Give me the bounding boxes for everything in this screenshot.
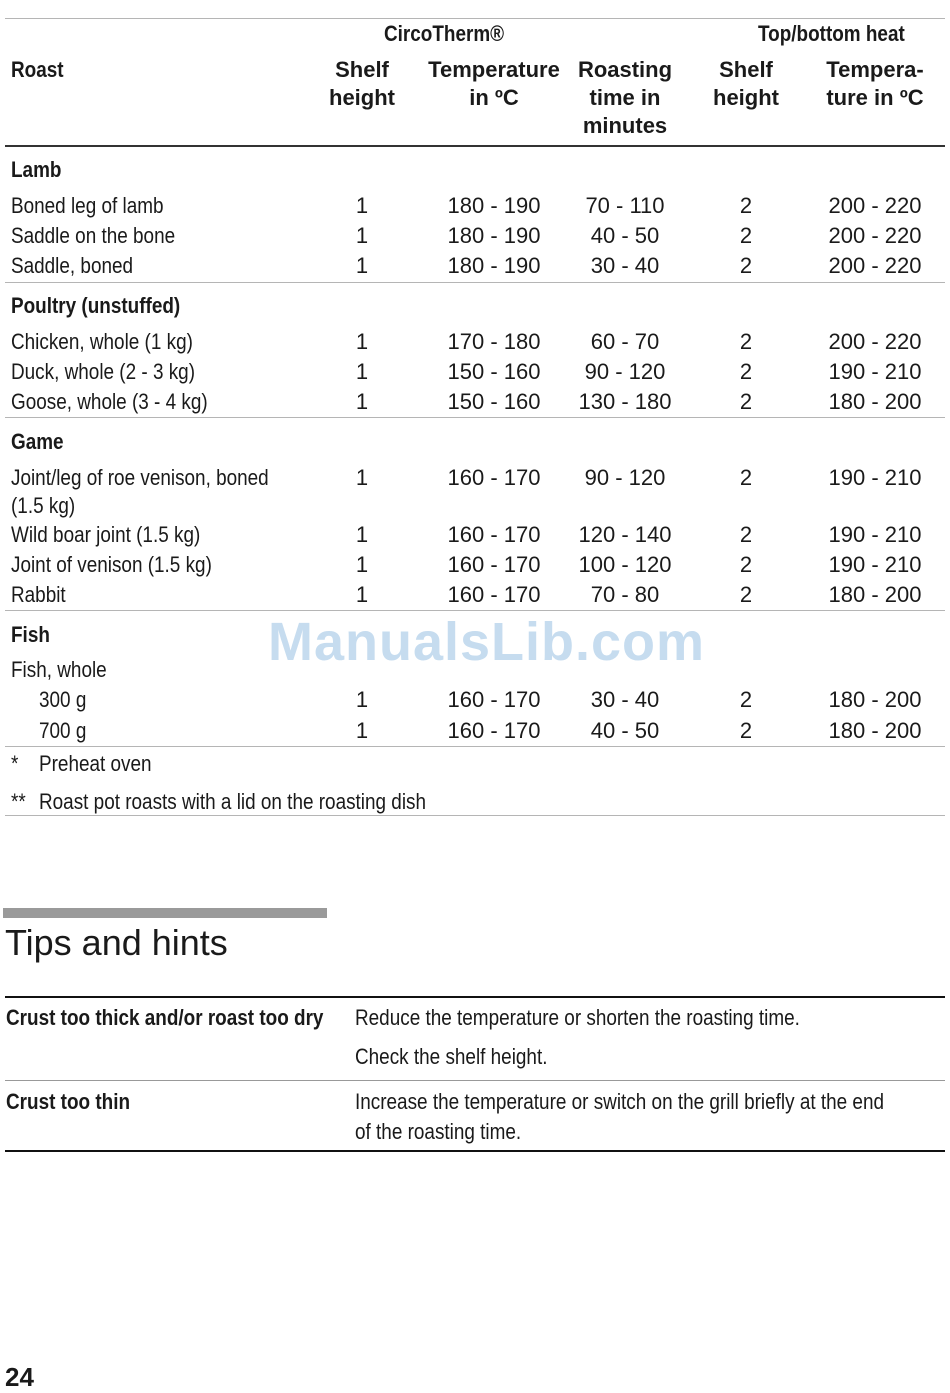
row-name: 700 g bbox=[39, 718, 87, 743]
footnote-text: Roast pot roasts with a lid on the roasting dish bbox=[39, 789, 427, 814]
section-rule bbox=[5, 282, 945, 283]
footnote-mark: * bbox=[11, 751, 19, 776]
section-title-fish: Fish bbox=[11, 622, 50, 647]
section-title-poultry: Poultry (unstuffed) bbox=[11, 293, 181, 318]
section-rule bbox=[5, 746, 945, 747]
cell-shelf1: 1 bbox=[355, 522, 369, 547]
section-subtitle-fish-whole: Fish, whole bbox=[11, 657, 107, 682]
cell-time: 120 - 140 bbox=[578, 522, 672, 547]
cell-temp1: 160 - 170 bbox=[447, 522, 541, 547]
row-name: Chicken, whole (1 kg) bbox=[11, 329, 193, 354]
cell-shelf1: 1 bbox=[355, 223, 369, 248]
row-name: Joint of venison (1.5 kg) bbox=[11, 552, 212, 577]
cell-shelf2: 2 bbox=[739, 329, 753, 354]
cell-temp1: 180 - 190 bbox=[447, 193, 541, 218]
cell-temp1: 160 - 170 bbox=[447, 552, 541, 577]
tip-remedy: Check the shelf height. bbox=[355, 1044, 548, 1069]
cell-temp2: 180 - 200 bbox=[828, 718, 922, 743]
footnote-mark: ** bbox=[11, 789, 26, 814]
tips-row-rule bbox=[5, 1080, 945, 1081]
cell-temp2: 190 - 210 bbox=[828, 522, 922, 547]
footnote-text: Preheat oven bbox=[39, 751, 152, 776]
cell-time: 70 - 110 bbox=[585, 193, 665, 218]
cell-temp2: 180 - 200 bbox=[828, 389, 922, 414]
cell-temp1: 160 - 170 bbox=[447, 687, 541, 712]
page-number: 24 bbox=[5, 1362, 34, 1392]
cell-time: 100 - 120 bbox=[578, 552, 672, 577]
cell-time: 70 - 80 bbox=[590, 582, 660, 607]
cell-time: 40 - 50 bbox=[590, 718, 660, 743]
row-name: Saddle, boned bbox=[11, 253, 134, 278]
row-name: Duck, whole (2 - 3 kg) bbox=[11, 359, 196, 384]
tip-problem: Crust too thin bbox=[6, 1089, 131, 1114]
watermark: ManualsLib.com bbox=[268, 612, 706, 672]
cell-shelf1: 1 bbox=[355, 389, 369, 414]
cell-time: 90 - 120 bbox=[584, 359, 666, 384]
row-name: Boned leg of lamb bbox=[11, 193, 164, 218]
group-header-top-bottom-heat: Top/bottom heat bbox=[758, 21, 905, 46]
cell-time: 60 - 70 bbox=[590, 329, 660, 354]
section-heading-tips: Tips and hints bbox=[5, 922, 228, 963]
row-name: Wild boar joint (1.5 kg) bbox=[11, 522, 201, 547]
tips-top-rule bbox=[5, 996, 945, 998]
cell-shelf1: 1 bbox=[355, 465, 369, 490]
cell-temp2: 180 - 200 bbox=[828, 687, 922, 712]
cell-time: 30 - 40 bbox=[590, 253, 660, 278]
table-top-rule bbox=[5, 18, 945, 19]
cell-shelf1: 1 bbox=[355, 687, 369, 712]
cell-shelf1: 1 bbox=[355, 193, 369, 218]
cell-time: 30 - 40 bbox=[590, 687, 660, 712]
cell-temp2: 190 - 210 bbox=[828, 465, 922, 490]
cell-temp1: 150 - 160 bbox=[447, 389, 541, 414]
section-title-lamb: Lamb bbox=[11, 157, 62, 182]
row-name-continuation: (1.5 kg) bbox=[11, 493, 76, 518]
header-rule bbox=[5, 145, 945, 147]
table-bottom-rule bbox=[5, 815, 945, 816]
row-name: Goose, whole (3 - 4 kg) bbox=[11, 389, 208, 414]
cell-temp1: 150 - 160 bbox=[447, 359, 541, 384]
tip-remedy: Reduce the temperature or shorten the roasting time. bbox=[355, 1005, 800, 1030]
cell-temp1: 160 - 170 bbox=[447, 582, 541, 607]
cell-temp1: 160 - 170 bbox=[447, 718, 541, 743]
cell-temp2: 200 - 220 bbox=[828, 329, 922, 354]
column-header-shelf-height-1: Shelf height bbox=[329, 57, 395, 110]
cell-time: 90 - 120 bbox=[584, 465, 666, 490]
cell-shelf2: 2 bbox=[739, 193, 753, 218]
cell-temp2: 200 - 220 bbox=[828, 223, 922, 248]
column-header-roast: Roast bbox=[11, 57, 64, 82]
column-header-temperature-1: Temperature in ºC bbox=[428, 57, 560, 110]
cell-temp1: 170 - 180 bbox=[447, 329, 541, 354]
row-name: Joint/leg of roe venison, boned bbox=[11, 465, 269, 490]
cell-temp2: 200 - 220 bbox=[828, 193, 922, 218]
cell-temp1: 180 - 190 bbox=[447, 223, 541, 248]
cell-shelf2: 2 bbox=[739, 522, 753, 547]
cell-shelf2: 2 bbox=[739, 253, 753, 278]
cell-temp2: 190 - 210 bbox=[828, 359, 922, 384]
section-title-game: Game bbox=[11, 429, 64, 454]
cell-temp2: 200 - 220 bbox=[828, 253, 922, 278]
row-name: Saddle on the bone bbox=[11, 223, 176, 248]
tip-remedy: Increase the temperature or switch on the grill briefly at the end bbox=[355, 1089, 884, 1114]
column-header-roasting-time: Roasting time in minutes bbox=[577, 57, 673, 138]
cell-shelf1: 1 bbox=[355, 552, 369, 577]
cell-shelf1: 1 bbox=[355, 582, 369, 607]
tip-problem: Crust too thick and/or roast too dry bbox=[6, 1005, 324, 1030]
cell-shelf1: 1 bbox=[355, 253, 369, 278]
cell-shelf1: 1 bbox=[355, 329, 369, 354]
cell-shelf1: 1 bbox=[355, 718, 369, 743]
cell-shelf2: 2 bbox=[739, 718, 753, 743]
cell-shelf2: 2 bbox=[739, 359, 753, 384]
column-header-shelf-height-2: Shelf height bbox=[713, 57, 779, 110]
group-header-circotherm: CircoTherm® bbox=[384, 21, 505, 46]
cell-shelf2: 2 bbox=[739, 552, 753, 577]
cell-shelf1: 1 bbox=[355, 359, 369, 384]
column-header-temperature-2: Tempera- ture in ºC bbox=[826, 57, 924, 110]
cell-temp1: 160 - 170 bbox=[447, 465, 541, 490]
cell-shelf2: 2 bbox=[739, 389, 753, 414]
cell-temp2: 190 - 210 bbox=[828, 552, 922, 577]
cell-shelf2: 2 bbox=[739, 223, 753, 248]
cell-shelf2: 2 bbox=[739, 687, 753, 712]
section-heading-bar bbox=[3, 908, 327, 918]
cell-temp1: 180 - 190 bbox=[447, 253, 541, 278]
row-name: 300 g bbox=[39, 687, 87, 712]
cell-shelf2: 2 bbox=[739, 582, 753, 607]
tips-bottom-rule bbox=[5, 1150, 945, 1152]
cell-temp2: 180 - 200 bbox=[828, 582, 922, 607]
row-name: Rabbit bbox=[11, 582, 66, 607]
cell-shelf2: 2 bbox=[739, 465, 753, 490]
tip-remedy: of the roasting time. bbox=[355, 1119, 522, 1144]
cell-time: 130 - 180 bbox=[578, 389, 672, 414]
section-rule bbox=[5, 417, 945, 418]
cell-time: 40 - 50 bbox=[590, 223, 660, 248]
